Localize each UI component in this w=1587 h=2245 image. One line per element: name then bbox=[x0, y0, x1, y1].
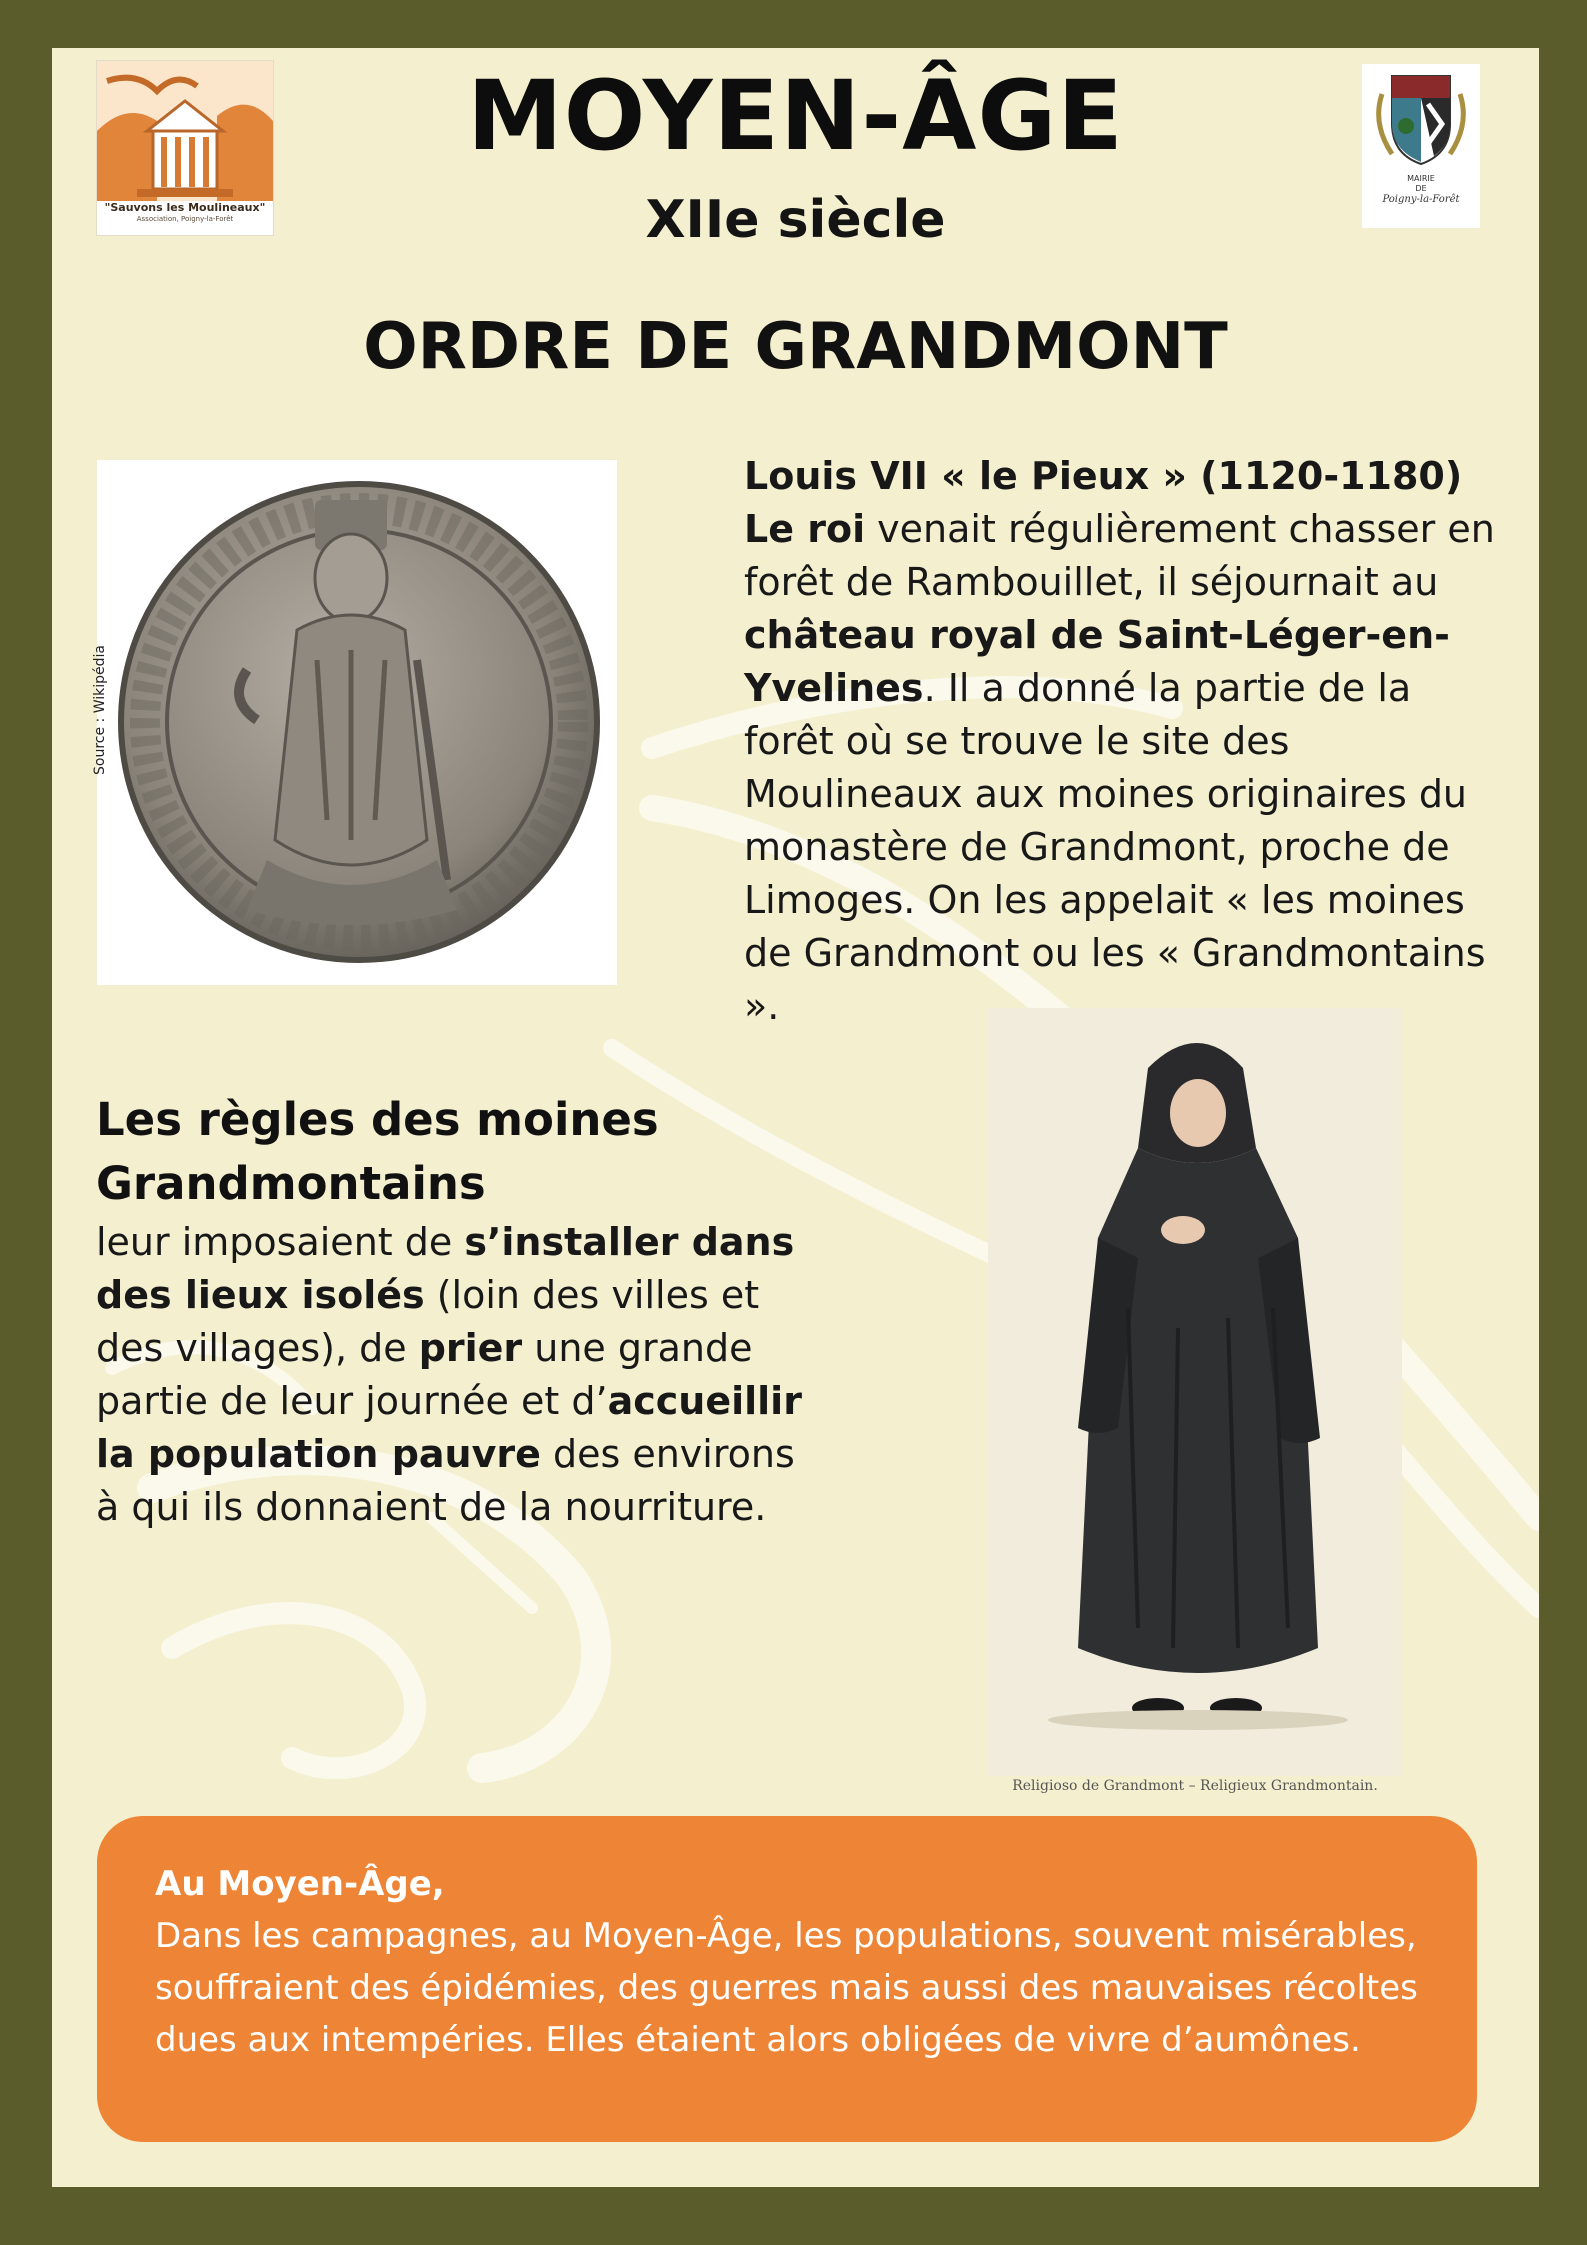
louis-text-1: venait régulièrement chasser en forêt de Rambouillet, il séjournait au bbox=[744, 507, 1495, 604]
grandmontain-monk-image bbox=[988, 1008, 1402, 1794]
info-box bbox=[97, 1816, 1477, 2142]
rules-text-1: leur imposaient de bbox=[96, 1220, 465, 1264]
mairie-logo bbox=[1362, 64, 1480, 228]
monk-figure-icon bbox=[988, 1008, 1402, 1776]
section-title: ORDRE DE GRANDMONT bbox=[363, 310, 1228, 384]
logo-caption: "Sauvons les Moulineaux" bbox=[104, 201, 266, 214]
page-title: MOYEN-ÂGE bbox=[467, 60, 1124, 172]
rules-bold-3: accueillir la population pauvre bbox=[96, 1379, 802, 1476]
louis-vii-title: Louis VII « le Pieux » (1120-1180) bbox=[744, 454, 1463, 498]
rules-title: Les règles des moines Grandmontains bbox=[96, 1093, 659, 1210]
monk-image-caption: Religioso de Grandmont – Religieux Grandmontain. bbox=[1012, 1778, 1378, 1794]
mairie-line1: MAIRIE bbox=[1407, 174, 1435, 183]
mairie-line2: DE bbox=[1415, 184, 1427, 193]
louis-text-2: . Il a donné la partie de la forêt où se trouve le site des Moulineaux aux moines originaires du monastère de Grandmont, proche de Limoges. On les appelait « les moines de Grandmont ou les « Grandmontains ». bbox=[744, 666, 1486, 1028]
louis-vii-paragraph bbox=[744, 450, 1504, 1033]
rules-text-4: des environs à qui ils donnaient de la nourriture. bbox=[96, 1432, 795, 1529]
rules-text-2: (loin des villes et des villages), de bbox=[96, 1273, 760, 1370]
louis-roi-bold: Le roi bbox=[744, 507, 866, 551]
rules-bold-2: prier bbox=[418, 1326, 523, 1370]
mairie-line3: Poigny-la-Forêt bbox=[1382, 194, 1460, 205]
louis-vii-seal-image bbox=[97, 460, 617, 985]
info-title: Au Moyen-Âge, bbox=[155, 1864, 445, 1904]
century-subtitle: XIIe siècle bbox=[645, 190, 946, 250]
rules-bold-1: s’installer dans des lieux isolés bbox=[96, 1220, 795, 1317]
rules-text-3: une grande partie de leur journée et d’ bbox=[96, 1326, 753, 1423]
image-source-label: Source : Wikipédia bbox=[92, 645, 108, 775]
coat-of-arms-icon bbox=[1362, 64, 1480, 174]
poster-page bbox=[52, 48, 1539, 2187]
louis-chateau-bold: château royal de Saint-Léger-en-Yvelines bbox=[744, 613, 1450, 710]
info-text: Dans les campagnes, au Moyen-Âge, les populations, souvent misérables, souffraient des épidémies, des guerres mais aussi des mauvaises récoltes dues aux intempéries. Elles étaient alors obligées de vivre d’aumônes. bbox=[155, 1916, 1418, 2060]
rules-paragraph bbox=[96, 1088, 816, 1534]
logo-subcaption: Association, Poigny-la-Forêt bbox=[136, 215, 234, 223]
royal-seal-icon bbox=[97, 460, 617, 985]
